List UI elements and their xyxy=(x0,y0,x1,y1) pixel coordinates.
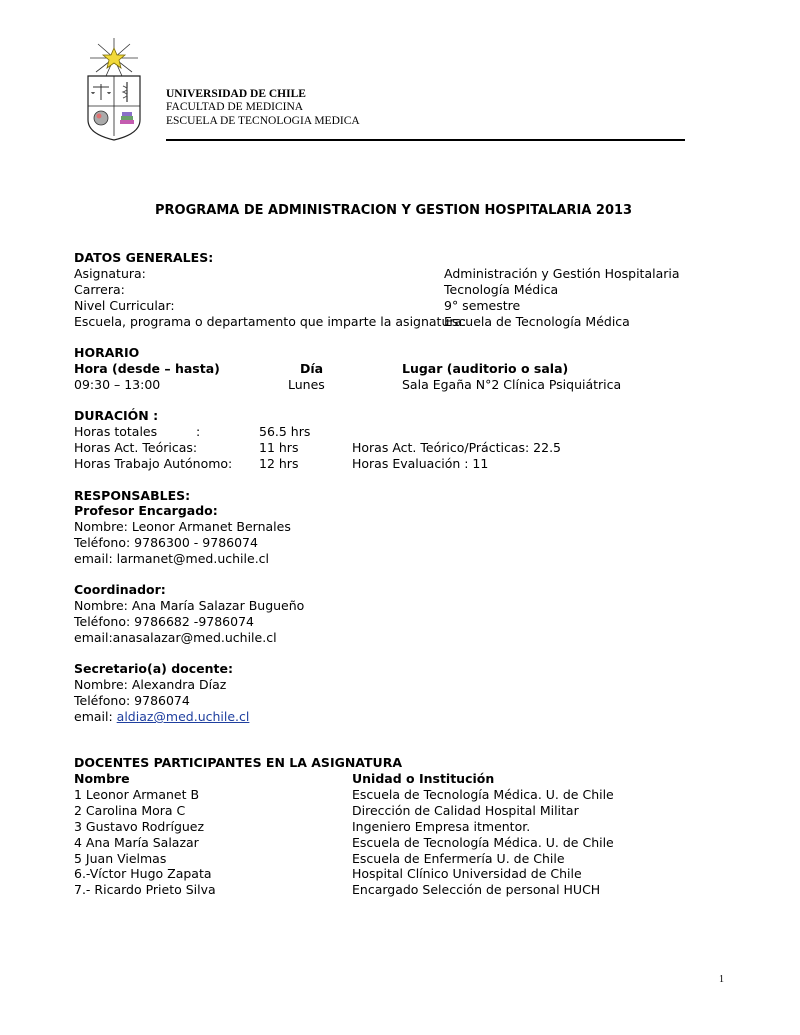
docente-unidad: Ingeniero Empresa itmentor. xyxy=(352,819,531,834)
docentes-heading: DOCENTES PARTICIPANTES EN LA ASIGNATURA xyxy=(74,755,402,770)
horas-autonomo-label: Horas Trabajo Autónomo: xyxy=(74,456,233,471)
profesor-telefono: Teléfono: 9786300 - 9786074 xyxy=(74,535,258,550)
horario-dia: Lunes xyxy=(288,377,325,392)
docente-unidad: Escuela de Tecnología Médica. U. de Chile xyxy=(352,835,614,850)
datos-generales-heading: DATOS GENERALES: xyxy=(74,250,214,265)
docente-unidad: Escuela de Enfermería U. de Chile xyxy=(352,851,565,866)
docente-nombre: 6.-Víctor Hugo Zapata xyxy=(74,866,212,881)
carrera-label: Carrera: xyxy=(74,282,125,297)
secretario-telefono: Teléfono: 9786074 xyxy=(74,693,190,708)
horas-totales-value: 56.5 hrs xyxy=(259,424,311,439)
responsables-heading: RESPONSABLES: xyxy=(74,488,191,503)
secretario-email-link[interactable]: aldiaz@med.uchile.cl xyxy=(116,709,250,724)
carrera-value: Tecnología Médica xyxy=(444,282,559,297)
faculty-name: FACULTAD DE MEDICINA xyxy=(166,101,304,113)
horas-teoricas-label: Horas Act. Teóricas: xyxy=(74,440,198,455)
horas-evaluacion: Horas Evaluación : 11 xyxy=(352,456,489,471)
horas-teorico-practicas: Horas Act. Teórico/Prácticas: 22.5 xyxy=(352,440,562,455)
docente-unidad: Dirección de Calidad Hospital Militar xyxy=(352,803,579,818)
asignatura-value: Administración y Gestión Hospitalaria xyxy=(444,266,680,281)
escuela-value: Escuela de Tecnología Médica xyxy=(444,314,630,329)
docente-nombre: 7.- Ricardo Prieto Silva xyxy=(74,882,216,897)
horas-totales-label: Horas totales xyxy=(74,424,158,439)
horario-lugar: Sala Egaña N°2 Clínica Psiquiátrica xyxy=(402,377,622,392)
docente-unidad: Encargado Selección de personal HUCH xyxy=(352,882,601,897)
docente-nombre: 5 Juan Vielmas xyxy=(74,851,167,866)
asignatura-label: Asignatura: xyxy=(74,266,146,281)
university-crest-logo xyxy=(84,36,156,144)
header-divider xyxy=(166,139,685,141)
docente-unidad: Escuela de Tecnología Médica. U. de Chile xyxy=(352,787,614,802)
docente-nombre: 2 Carolina Mora C xyxy=(74,803,186,818)
docente-nombre: 3 Gustavo Rodríguez xyxy=(74,819,205,834)
docentes-col-nombre: Nombre xyxy=(74,771,130,786)
nivel-value: 9° semestre xyxy=(444,298,521,313)
coordinador-email: email:anasalazar@med.uchile.cl xyxy=(74,630,277,645)
secretario-nombre: Nombre: Alexandra Díaz xyxy=(74,677,227,692)
nivel-label: Nivel Curricular: xyxy=(74,298,175,313)
profesor-nombre: Nombre: Leonor Armanet Bernales xyxy=(74,519,291,534)
coordinador-heading: Coordinador: xyxy=(74,582,166,597)
coordinador-telefono: Teléfono: 9786682 -9786074 xyxy=(74,614,254,629)
horario-hora: 09:30 – 13:00 xyxy=(74,377,161,392)
profesor-heading: Profesor Encargado: xyxy=(74,503,218,518)
docente-nombre: 1 Leonor Armanet B xyxy=(74,787,200,802)
duracion-heading: DURACIÓN : xyxy=(74,408,159,423)
university-name: UNIVERSIDAD DE CHILE xyxy=(166,88,306,100)
horario-col-lugar: Lugar (auditorio o sala) xyxy=(402,361,569,376)
page-number: 1 xyxy=(719,974,724,985)
horario-heading: HORARIO xyxy=(74,345,140,360)
secretario-email-row xyxy=(74,709,249,725)
horas-teoricas-value: 11 hrs xyxy=(259,440,299,455)
horario-col-hora: Hora (desde – hasta) xyxy=(74,361,220,376)
horario-col-dia: Día xyxy=(300,361,324,376)
horas-autonomo-value: 12 hrs xyxy=(259,456,299,471)
escuela-label: Escuela, programa o departamento que imparte la asignatura: xyxy=(74,314,467,329)
school-name: ESCUELA DE TECNOLOGIA MEDICA xyxy=(166,115,360,127)
secretario-heading: Secretario(a) docente: xyxy=(74,661,233,676)
docentes-col-unidad: Unidad o Institución xyxy=(352,771,495,786)
page-title: PROGRAMA DE ADMINISTRACION Y GESTION HOSPITALARIA 2013 xyxy=(155,203,633,218)
secretario-email-prefix: email: xyxy=(74,709,117,724)
horas-totales-colon: : xyxy=(196,424,201,439)
docente-unidad: Hospital Clínico Universidad de Chile xyxy=(352,866,582,881)
coordinador-nombre: Nombre: Ana María Salazar Bugueño xyxy=(74,598,305,613)
docente-nombre: 4 Ana María Salazar xyxy=(74,835,199,850)
profesor-email: email: larmanet@med.uchile.cl xyxy=(74,551,270,566)
